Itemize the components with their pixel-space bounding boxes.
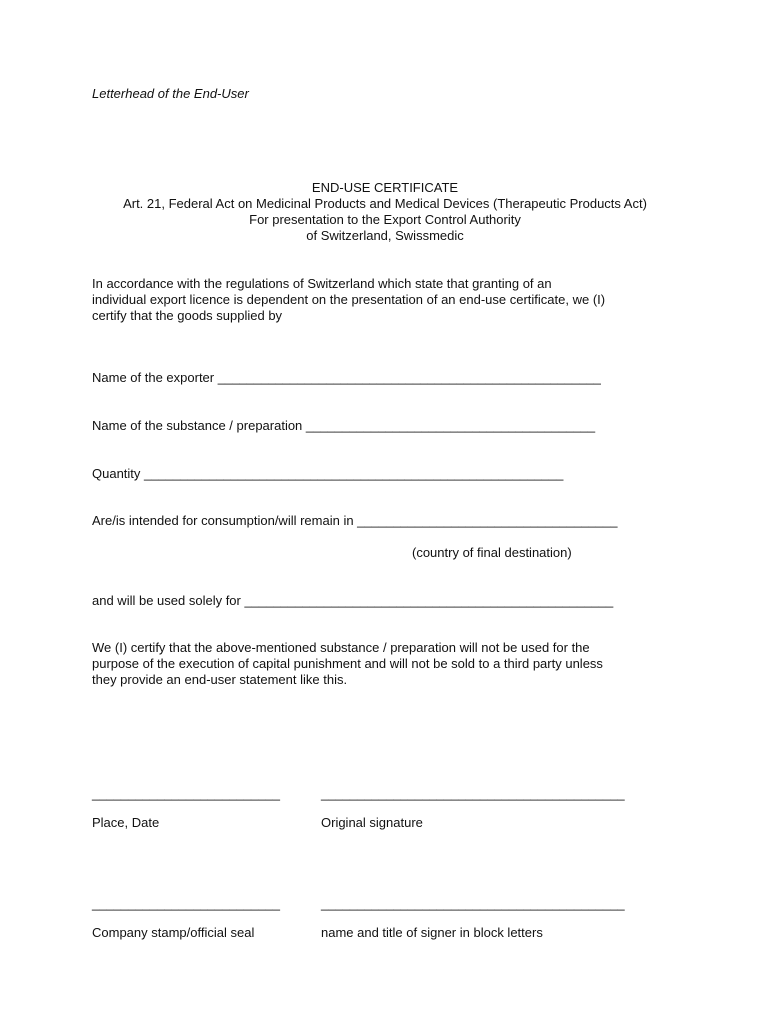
intro-line: certify that the goods supplied by — [92, 308, 283, 323]
certificate-title: END-USE CERTIFICATE — [311, 180, 459, 195]
company-stamp-label: Company stamp/official seal — [92, 925, 255, 940]
intro-paragraph — [92, 276, 692, 324]
intro-line: individual export licence is dependent on the presentation of an end-use certificate, we (I) — [92, 292, 606, 307]
signature-line: __________________________________________ — [321, 786, 625, 801]
letterhead-label: Letterhead of the End-User — [92, 86, 249, 101]
original-signature-label: Original signature — [321, 815, 423, 830]
exporter-field: Name of the exporter _____________________________________________________ — [92, 370, 601, 385]
place-date-label: Place, Date — [92, 815, 160, 830]
statement-line: purpose of the execution of capital punishment and will not be sold to a third party unless — [92, 656, 603, 671]
substance-field: Name of the substance / preparation ________________________________________ — [92, 418, 596, 433]
quantity-field: Quantity __________________________________________________________ — [92, 466, 564, 481]
signer-name-label: name and title of signer in block letters — [321, 925, 543, 940]
company-stamp-line: __________________________ — [92, 896, 280, 911]
use-field: and will be used solely for ___________________________________________________ — [92, 593, 614, 608]
legal-reference: Art. 21, Federal Act on Medicinal Products and Medical Devices (Therapeutic Products Act) — [123, 196, 647, 211]
statement-line: they provide an end-user statement like this. — [92, 672, 348, 687]
signer-name-line: __________________________________________ — [321, 896, 625, 911]
statement-paragraph — [92, 640, 692, 688]
intro-line: In accordance with the regulations of Switzerland which state that granting of an — [92, 276, 552, 291]
authority-name: of Switzerland, Swissmedic — [306, 228, 464, 243]
statement-line: We (I) certify that the above-mentioned substance / preparation will not be used for the — [92, 640, 590, 655]
presentation-note: For presentation to the Export Control Authority — [249, 212, 521, 227]
place-date-line: __________________________ — [92, 786, 280, 801]
destination-field: Are/is intended for consumption/will remain in ____________________________________ — [92, 513, 618, 528]
certificate-header — [0, 180, 770, 244]
destination-note: (country of final destination) — [412, 545, 572, 560]
